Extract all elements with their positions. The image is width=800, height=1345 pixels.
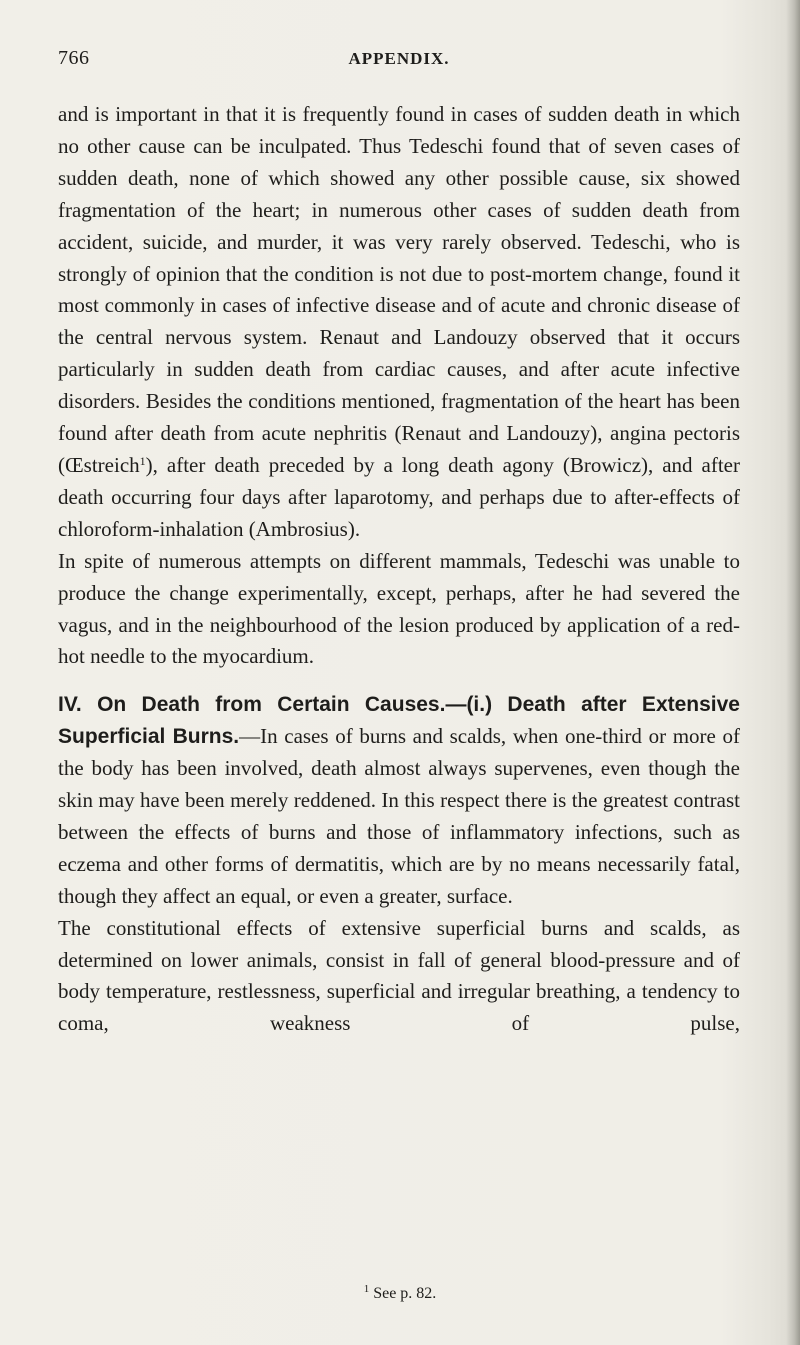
page-edge-shadow bbox=[786, 0, 800, 1345]
page-header bbox=[58, 47, 740, 77]
section-heading: IV. On Death from Certain Causes.—(i.) Death after Extensive Superficial Burns. bbox=[58, 693, 740, 749]
paragraph-text: —In cases of burns and scalds, when one-third or more of the body has been involved, death almost always supervenes, even though the skin may have been merely reddened. In this respect there is the greatest contrast between the effects of burns and those of inflammatory infections, such as eczema and other forms of dermatitis, which are by no means necessarily fatal, though they affect an equal, or even a greater, surface. bbox=[58, 724, 740, 908]
paragraph-fragmentation bbox=[58, 99, 740, 546]
section-spacer bbox=[58, 673, 740, 689]
paragraph-text: and is important in that it is frequently found in cases of sudden death in which no other cause can be inculpated. Thus Tedeschi found that of seven cases of sudden death, none of which showed any other possible cause, six showed fragmentation of the heart; in numerous other cases of sudden death from accident, suicide, and murder, it was very rarely observed. Tedeschi, who is strongly of opinion that the condition is not due to post-mortem change, found it most commonly in cases of infective disease and of acute and chronic disease of the central nervous system. Renaut and Landouzy observed that it occurs particularly in sudden death from cardiac causes, and after acute infective disorders. Besides the conditions mentioned, fragmentation of the heart has been found after death from acute nephritis (Renaut and Landouzy), angina pectoris (Œstreich bbox=[58, 102, 740, 477]
paragraph-text: The constitutional effects of extensive superficial burns and scalds, as determined on lower animals, consist in fall of general blood-pressure and of body temperature, restlessness, superficial and irregular breathing, a tendency to coma, weakness of pulse, bbox=[58, 915, 740, 1036]
paragraph-burns bbox=[58, 689, 740, 912]
body-text bbox=[58, 99, 740, 1040]
footnote-marker: 1 bbox=[363, 1283, 370, 1295]
footnote-ref: 1 bbox=[139, 453, 146, 468]
footnote-text: See p. 82. bbox=[373, 1285, 437, 1302]
running-head: APPENDIX. bbox=[348, 49, 450, 68]
page-number: 766 bbox=[58, 47, 90, 69]
paragraph-experiments bbox=[58, 546, 740, 674]
paragraph-text-continued: ), after death preceded by a long death agony (Browicz), and after death occurring four days after laparotomy, and perhaps due to after-effects of chloroform-inhalation (Ambrosius). bbox=[58, 452, 740, 541]
footnote bbox=[0, 1285, 800, 1303]
paragraph-text: In spite of numerous attempts on different mammals, Tedeschi was unable to produce the change experimentally, except, perhaps, after he had severed the vagus, and in the neighbourhood of the lesion produced by application of a red-hot needle to the myocardium. bbox=[58, 548, 740, 669]
paragraph-constitutional-effects bbox=[58, 913, 740, 1041]
